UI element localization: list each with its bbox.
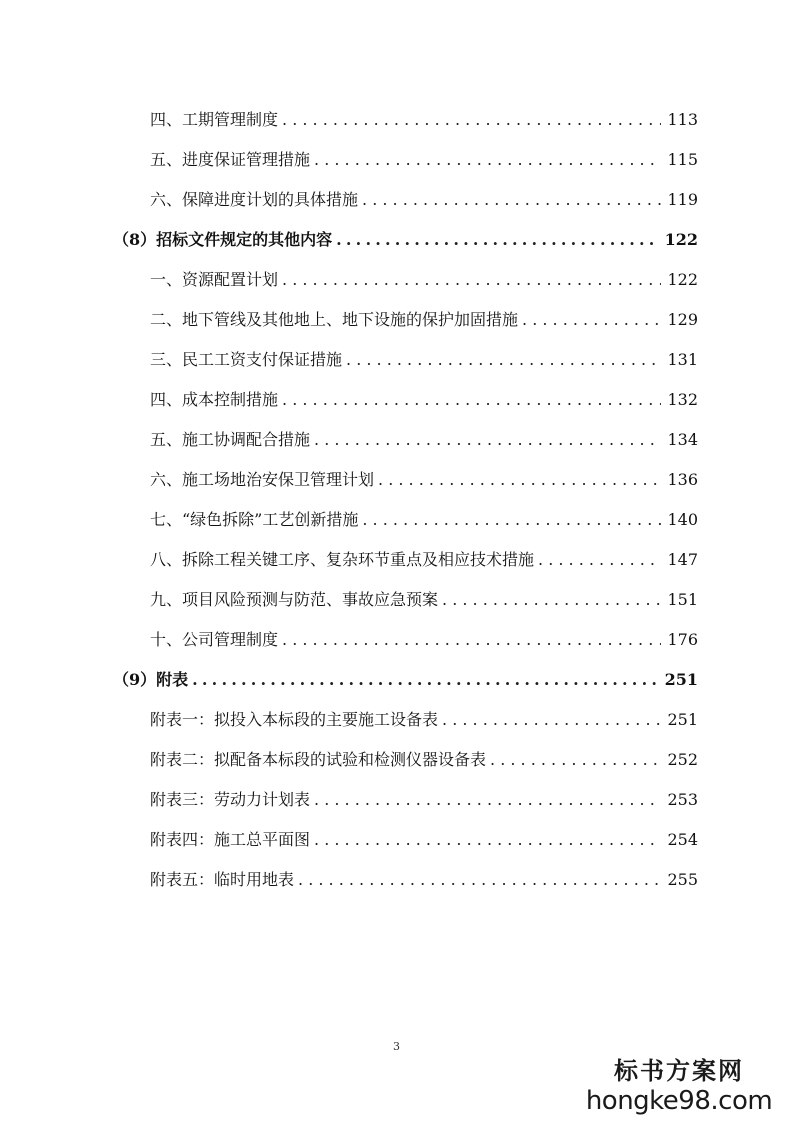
toc-entry-page: 252 bbox=[667, 750, 698, 769]
toc-entry-page: 131 bbox=[667, 350, 698, 369]
toc-entry-page: 122 bbox=[664, 230, 698, 249]
toc-entry-page: 119 bbox=[667, 190, 698, 209]
toc-entry bbox=[0, 460, 698, 500]
toc-entry-title: 四、工期管理制度 bbox=[150, 110, 279, 129]
toc-entry-title: 一、资源配置计划 bbox=[150, 270, 279, 289]
toc-entry-title: 十、公司管理制度 bbox=[150, 630, 279, 649]
watermark-logo bbox=[579, 1056, 779, 1116]
toc-dot-leader bbox=[282, 620, 661, 660]
toc-dot-leader bbox=[298, 860, 661, 900]
toc-entry-title: 附表四：施工总平面图 bbox=[150, 830, 311, 849]
toc-dot-leader bbox=[192, 660, 658, 700]
toc-entry bbox=[0, 380, 698, 420]
toc-dot-leader bbox=[336, 220, 658, 260]
toc-entry-title: 六、施工场地治安保卫管理计划 bbox=[150, 470, 375, 489]
toc-dot-leader bbox=[442, 580, 661, 620]
toc-dot-leader bbox=[362, 180, 661, 220]
toc-entry bbox=[0, 780, 698, 820]
toc-entry-title: 附表一：拟投入本标段的主要施工设备表 bbox=[150, 710, 439, 729]
toc-entry-page: 151 bbox=[667, 590, 698, 609]
toc-entry bbox=[0, 820, 698, 860]
toc-entry-title: 二、地下管线及其他地上、地下设施的保护加固措施 bbox=[150, 310, 519, 329]
toc-entry bbox=[0, 300, 698, 340]
toc-dot-leader bbox=[282, 100, 661, 140]
toc-entry bbox=[0, 500, 698, 540]
toc-entry-title: 五、施工协调配合措施 bbox=[150, 430, 311, 449]
toc-dot-leader bbox=[362, 500, 661, 540]
toc-entry bbox=[0, 620, 698, 660]
toc-entry-title: 附表三：劳动力计划表 bbox=[150, 790, 311, 809]
toc-dot-leader bbox=[314, 140, 661, 180]
watermark-domain-text: hongke98.com bbox=[585, 1086, 773, 1116]
table-of-contents bbox=[0, 100, 793, 900]
toc-entry bbox=[0, 140, 698, 180]
toc-entry bbox=[0, 180, 698, 220]
toc-entry bbox=[0, 340, 698, 380]
toc-entry-page: 129 bbox=[667, 310, 698, 329]
toc-entry-page: 132 bbox=[667, 390, 698, 409]
toc-entry-title: 附表二：拟配备本标段的试验和检测仪器设备表 bbox=[150, 750, 487, 769]
toc-entry-title: 七、“绿色拆除”工艺创新措施 bbox=[150, 510, 359, 529]
toc-dot-leader bbox=[314, 420, 661, 460]
toc-entry-page: 147 bbox=[667, 550, 698, 569]
toc-dot-leader bbox=[490, 740, 661, 780]
toc-entry bbox=[0, 580, 698, 620]
toc-entry-page: 122 bbox=[667, 270, 698, 289]
toc-section-heading bbox=[0, 660, 698, 700]
toc-entry bbox=[0, 540, 698, 580]
toc-entry-page: 176 bbox=[667, 630, 698, 649]
toc-dot-leader bbox=[522, 300, 661, 340]
toc-entry-title: （8）招标文件规定的其他内容 bbox=[113, 230, 333, 249]
toc-entry-title: 八、拆除工程关键工序、复杂环节重点及相应技术措施 bbox=[150, 550, 535, 569]
toc-entry-title: 附表五：临时用地表 bbox=[150, 870, 295, 889]
toc-entry bbox=[0, 420, 698, 460]
toc-dot-leader bbox=[282, 260, 661, 300]
toc-entry-page: 255 bbox=[667, 870, 698, 889]
toc-entry-page: 251 bbox=[667, 710, 698, 729]
toc-dot-leader bbox=[282, 380, 661, 420]
toc-entry bbox=[0, 260, 698, 300]
toc-entry-title: 六、保障进度计划的具体措施 bbox=[150, 190, 359, 209]
toc-dot-leader bbox=[314, 820, 661, 860]
toc-entry-title: 五、进度保证管理措施 bbox=[150, 150, 311, 169]
toc-entry-page: 136 bbox=[667, 470, 698, 489]
toc-entry-page: 254 bbox=[667, 830, 698, 849]
toc-entry-page: 253 bbox=[667, 790, 698, 809]
toc-entry-page: 251 bbox=[664, 670, 698, 689]
toc-entry-title: 九、项目风险预测与防范、事故应急预案 bbox=[150, 590, 439, 609]
toc-entry bbox=[0, 700, 698, 740]
toc-entry-page: 113 bbox=[667, 110, 698, 129]
toc-section-heading bbox=[0, 220, 698, 260]
toc-entry-title: （9）附表 bbox=[113, 670, 189, 689]
toc-dot-leader bbox=[346, 340, 661, 380]
toc-entry-title: 三、民工工资支付保证措施 bbox=[150, 350, 343, 369]
toc-dot-leader bbox=[538, 540, 661, 580]
toc-entry-page: 140 bbox=[667, 510, 698, 529]
toc-entry-page: 115 bbox=[667, 150, 698, 169]
toc-entry-page: 134 bbox=[667, 430, 698, 449]
toc-dot-leader bbox=[442, 700, 661, 740]
toc-entry bbox=[0, 860, 698, 900]
toc-dot-leader bbox=[378, 460, 661, 500]
toc-entry-title: 四、成本控制措施 bbox=[150, 390, 279, 409]
watermark-chinese-text: 标书方案网 bbox=[614, 1056, 744, 1085]
toc-dot-leader bbox=[314, 780, 661, 820]
toc-entry bbox=[0, 740, 698, 780]
toc-entry bbox=[0, 100, 698, 140]
page-number: 3 bbox=[393, 1040, 400, 1053]
